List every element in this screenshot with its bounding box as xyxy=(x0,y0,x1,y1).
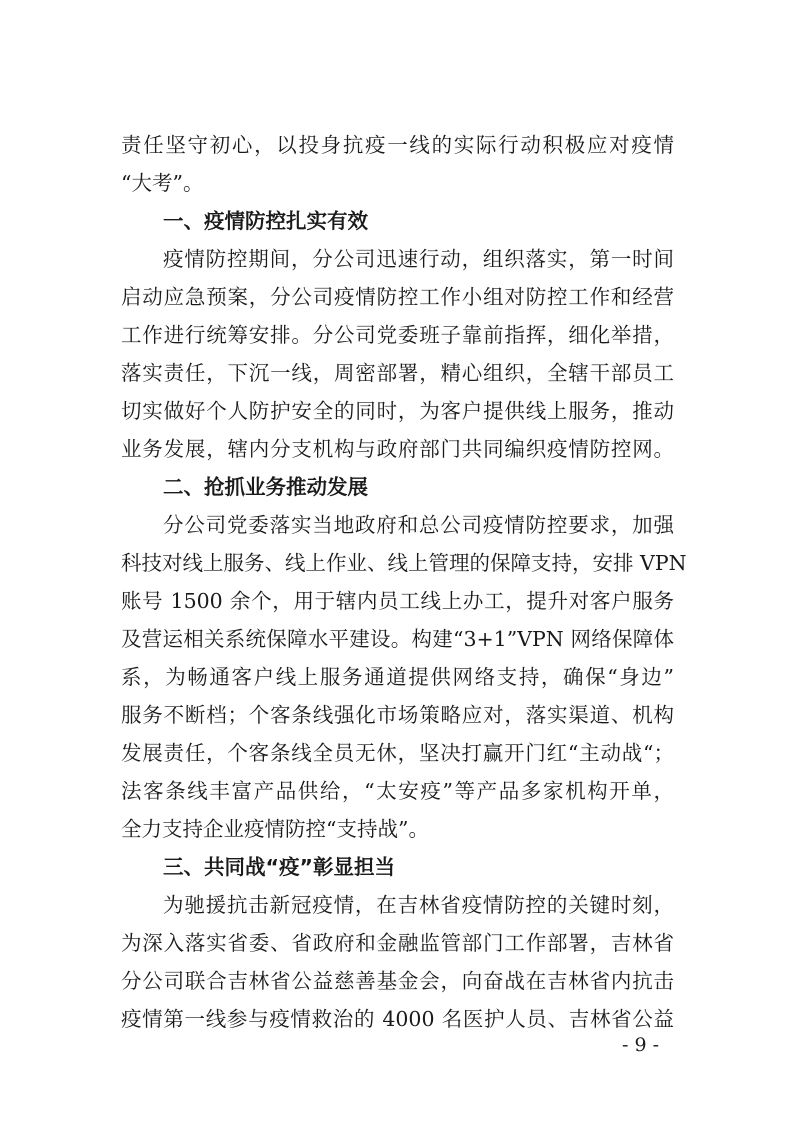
paragraph-line: 及营运相关系统保障水平建设。构建“3+1”VPN 网络保障体 xyxy=(121,627,674,651)
intro-line: “大考”。 xyxy=(121,171,204,195)
paragraph-line: 疫情防控期间，分公司迅速行动，组织落实，第一时间 xyxy=(163,247,674,271)
paragraph-line: 科技对线上服务、线上作业、线上管理的保障支持，安排 VPN xyxy=(121,551,687,575)
paragraph-line: 系，为畅通客户线上服务通道提供网络支持，确保“身边” xyxy=(121,665,674,689)
paragraph-line: 为深入落实省委、省政府和金融监管部门工作部署，吉林省 xyxy=(121,931,674,955)
paragraph-line: 为驰援抗击新冠疫情，在吉林省疫情防控的关键时刻， xyxy=(163,893,674,917)
paragraph-line: 工作进行统筹安排。分公司党委班子靠前指挥，细化举措， xyxy=(121,323,674,347)
paragraph-line: 疫情第一线参与疫情救治的 4000 名医护人员、吉林省公益 xyxy=(121,1007,674,1031)
paragraph-line: 落实责任，下沉一线，周密部署，精心组织，全辖干部员工 xyxy=(121,361,674,385)
intro-line: 责任坚守初心，以投身抗疫一线的实际行动积极应对疫情 xyxy=(121,133,674,157)
paragraph-line: 服务不断档；个客条线强化市场策略应对，落实渠道、机构 xyxy=(121,703,674,727)
paragraph-line: 分公司联合吉林省公益慈善基金会，向奋战在吉林省内抗击 xyxy=(121,969,674,993)
paragraph-line: 全力支持企业疫情防控“支持战”。 xyxy=(121,817,429,841)
paragraph-line: 启动应急预案，分公司疫情防控工作小组对防控工作和经营 xyxy=(121,285,674,309)
section-heading: 三、共同战“疫”彰显担当 xyxy=(163,855,395,879)
paragraph-line: 法客条线丰富产品供给，“太安疫”等产品多家机构开单， xyxy=(121,779,674,803)
page-number: - 9 - xyxy=(622,1034,660,1056)
section-heading: 一、疫情防控扎实有效 xyxy=(163,209,368,233)
section-heading: 二、抢抓业务推动发展 xyxy=(163,475,368,499)
paragraph-line: 发展责任，个客条线全员无休，坚决打赢开门红“主动战“； xyxy=(121,741,674,765)
paragraph-line: 账号 1500 余个，用于辖内员工线上办工，提升对客户服务 xyxy=(121,589,674,613)
paragraph-line: 切实做好个人防护安全的同时，为客户提供线上服务，推动 xyxy=(121,399,674,423)
paragraph-line: 分公司党委落实当地政府和总公司疫情防控要求，加强 xyxy=(163,513,674,537)
paragraph-line: 业务发展，辖内分支机构与政府部门共同编织疫情防控网。 xyxy=(121,437,674,461)
